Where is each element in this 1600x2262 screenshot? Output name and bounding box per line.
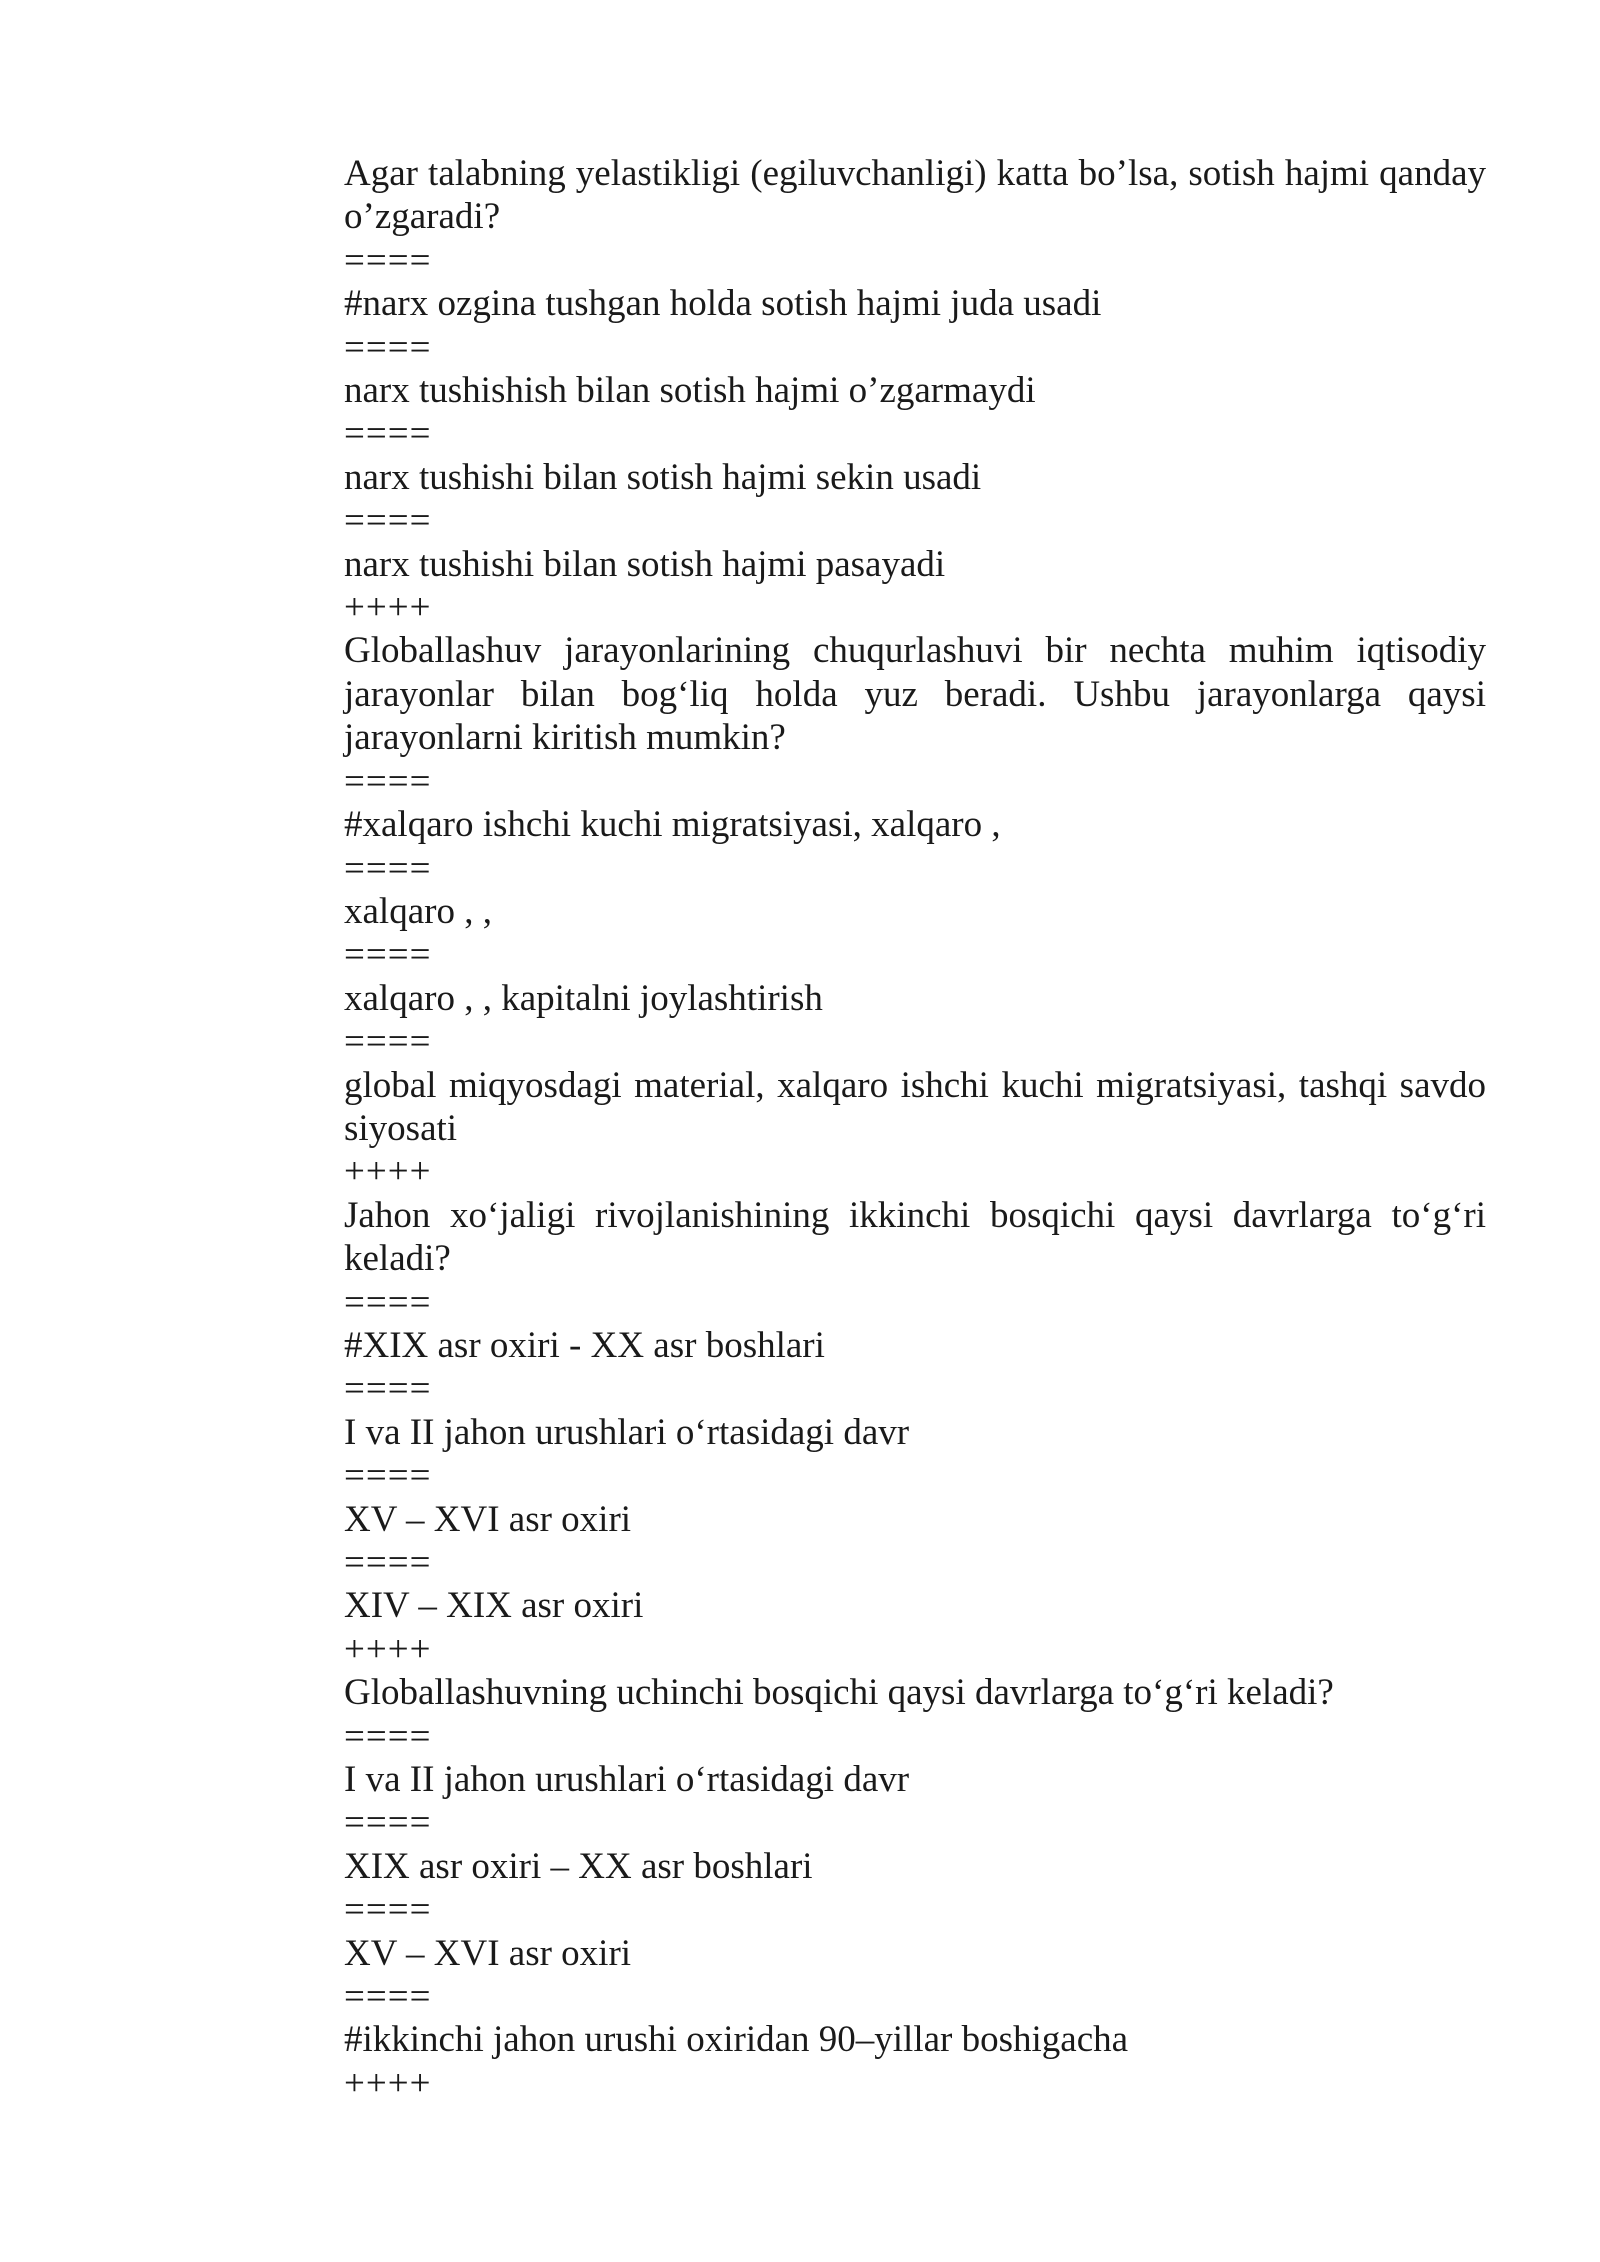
question-text: Jahon xo‘jaligi rivojlanishining ikkinchi bosqichi qaysi davrlarga to‘g‘ri keladi? xyxy=(344,1194,1486,1280)
question-text: Globallashuv jarayonlarining chuqurlashuvi bir nechta muhim iqtisodiy jarayonlar bilan bog‘liq holda yuz beradi. Ushbu jarayonlarga qaysi jarayonlarni kiritish mumkin? xyxy=(344,630,1486,759)
question-block xyxy=(344,152,1486,629)
option-separator: ==== xyxy=(344,1455,432,1497)
answer-option: global miqyosdagi material, xalqaro ishchi kuchi migratsiyasi, tashqi savdo siyosati xyxy=(344,1064,1486,1149)
option-separator: ==== xyxy=(344,847,432,889)
question-separator: ++++ xyxy=(344,2062,432,2104)
answer-option: #XIX asr oxiri - XX asr boshlari xyxy=(344,1324,825,1366)
test-content xyxy=(344,152,1486,2105)
option-separator: ==== xyxy=(344,760,432,802)
option-separator: ==== xyxy=(344,934,432,976)
option-separator: ==== xyxy=(344,500,432,542)
answer-option: XIV – XIX asr oxiri xyxy=(344,1585,644,1627)
option-separator: ==== xyxy=(344,1281,432,1323)
answer-option: narx tushishish bilan sotish hajmi o’zgarmaydi xyxy=(344,370,1036,412)
answer-option: narx tushishi bilan sotish hajmi sekin usadi xyxy=(344,456,982,498)
answer-option: #xalqaro ishchi kuchi migratsiyasi, xalqaro , xyxy=(344,804,1001,846)
question-text: Agar talabning yelastikligi (egiluvchanligi) katta bo’lsa, sotish hajmi qanday o’zgaradi? xyxy=(344,153,1486,238)
answer-option: I va II jahon urushlari o‘rtasidagi davr xyxy=(344,1759,910,1801)
answer-option: xalqaro , , xyxy=(344,890,492,932)
answer-option: narx tushishi bilan sotish hajmi pasayadi xyxy=(344,543,946,585)
question-separator: ++++ xyxy=(344,1628,432,1670)
option-separator: ==== xyxy=(344,1715,432,1757)
question-text: Globallashuvning uchinchi bosqichi qaysi davrlarga to‘g‘ri keladi? xyxy=(344,1672,1334,1714)
answer-option: XV – XVI asr oxiri xyxy=(344,1498,632,1540)
option-separator: ==== xyxy=(344,413,432,455)
question-separator: ++++ xyxy=(344,1151,432,1193)
option-separator: ==== xyxy=(344,1802,432,1844)
question-block xyxy=(344,629,1486,1193)
option-separator: ==== xyxy=(344,1021,432,1063)
question-separator: ++++ xyxy=(344,587,432,629)
question-block xyxy=(344,1194,1486,1671)
answer-option: XV – XVI asr oxiri xyxy=(344,1932,632,1974)
question-block xyxy=(344,1671,1486,2105)
option-separator: ==== xyxy=(344,326,432,368)
answer-option: I va II jahon urushlari o‘rtasidagi davr xyxy=(344,1411,910,1453)
answer-option: #ikkinchi jahon urushi oxiridan 90–yillar boshigacha xyxy=(344,2019,1129,2061)
answer-option: xalqaro , , kapitalni joylashtirish xyxy=(344,977,823,1019)
option-separator: ==== xyxy=(344,1889,432,1931)
answer-option: #narx ozgina tushgan holda sotish hajmi juda usadi xyxy=(344,283,1102,325)
option-separator: ==== xyxy=(344,1542,432,1583)
answer-option: XIX asr oxiri – XX asr boshlari xyxy=(344,1845,813,1887)
option-separator: ==== xyxy=(344,1976,432,2018)
option-separator: ==== xyxy=(344,239,432,281)
option-separator: ==== xyxy=(344,1368,432,1410)
